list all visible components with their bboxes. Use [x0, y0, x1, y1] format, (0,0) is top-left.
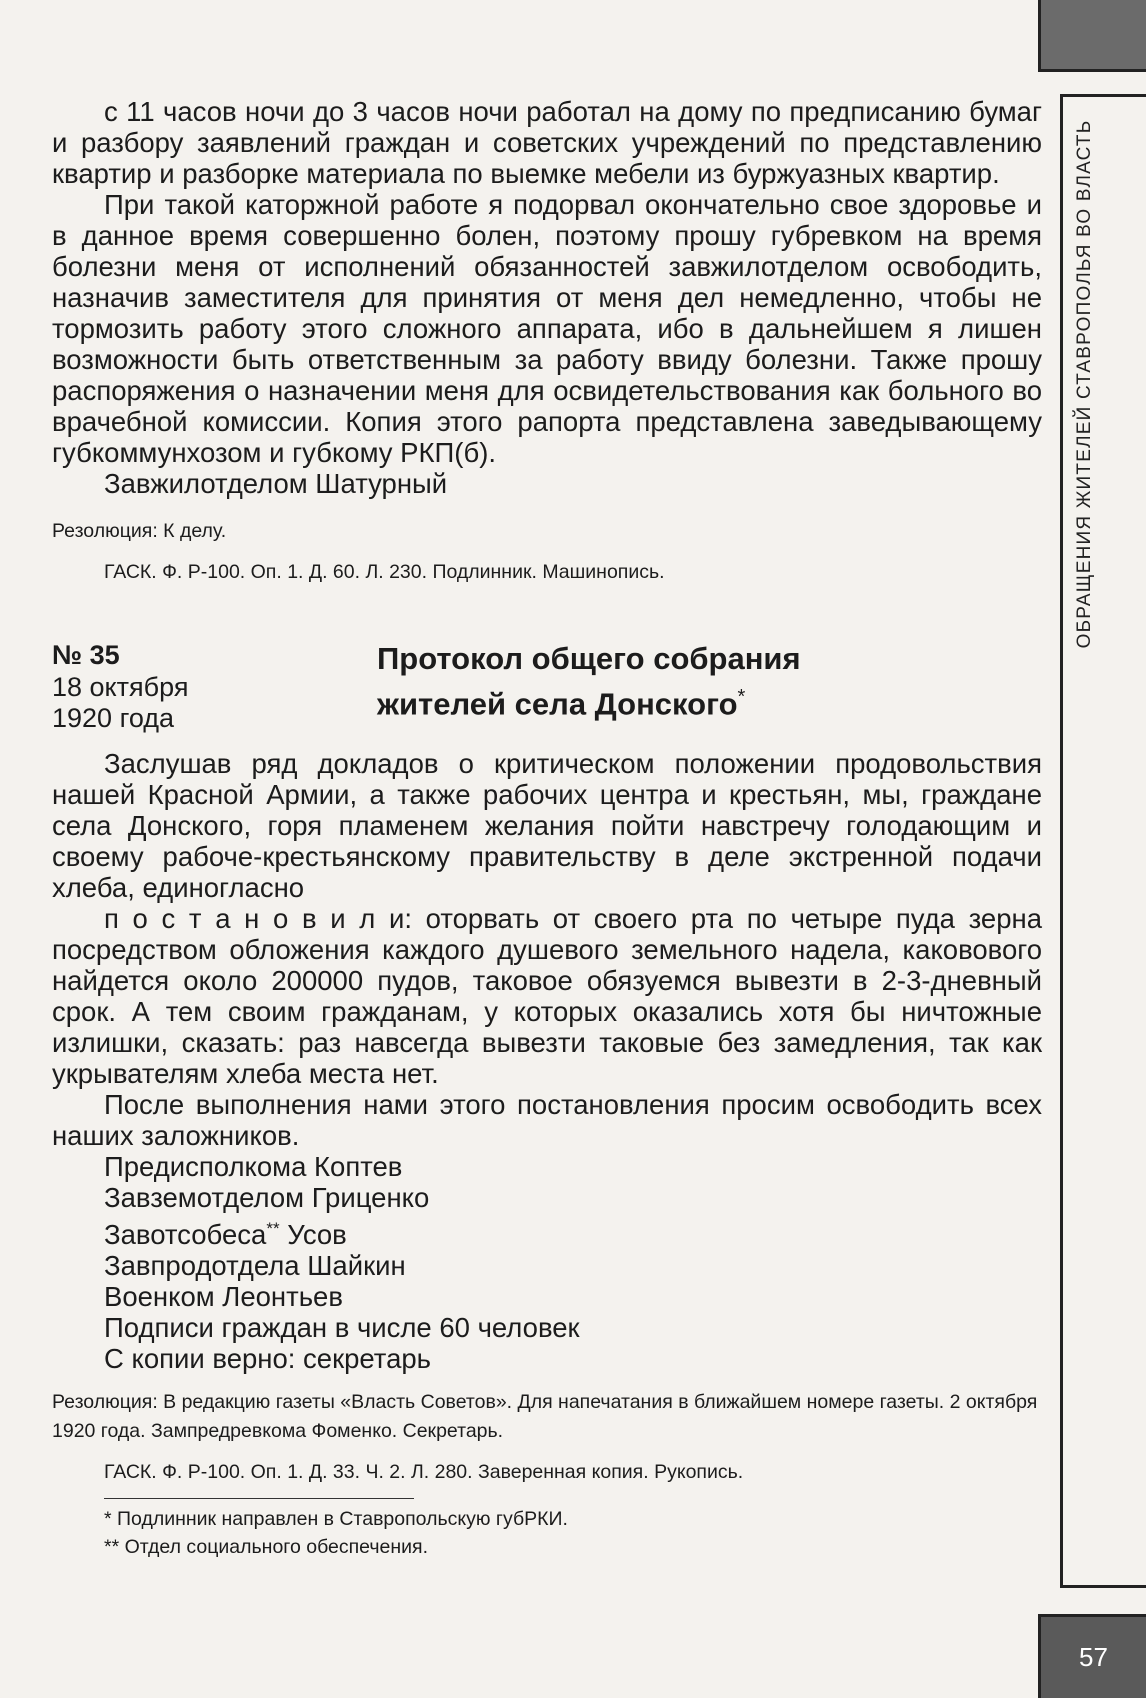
doc35-resolution: Резолюция: В редакцию газеты «Власть Советов». Для напечатания в ближайшем номере газеты. 2 октября 1920 года. Зампредревкома Фоменко. Секретарь. [52, 1391, 1038, 1443]
doc-title-text: жителей села Донского [377, 686, 738, 722]
doc-title-line: Протокол общего собрания [377, 641, 801, 676]
signature-line: Подписи граждан в числе 60 человек [104, 1312, 580, 1344]
doc-title-line [377, 678, 801, 723]
signature-name: Усов [279, 1219, 347, 1251]
doc-date-line: 1920 года [52, 703, 175, 733]
decided-word: п о с т а н о в и л и [104, 903, 405, 934]
signature-line: Предисполкома Коптев [104, 1151, 403, 1182]
signature-line: Завземотделом Гриценко [104, 1182, 430, 1213]
doc35-paragraph [52, 903, 1042, 1089]
footnote: ** Отдел социального обеспечения. [104, 1536, 429, 1559]
signature-line: С копии верно: секретарь [104, 1343, 431, 1375]
doc34-paragraph: с 11 часов ночи до 3 часов ночи работал на дому по предписанию бумаг и разбору заявлений граждан и советских учреждений по представлению квартир и разборке материала по выемке мебели из буржуазных квартир. [52, 96, 1042, 189]
doc35-header [52, 640, 1042, 748]
running-header-text: ОБРАЩЕНИЯ ЖИТЕЛЕЙ СТАВРОПОЛЬЯ ВО ВЛАСТЬ [1074, 119, 1095, 649]
doc-number: № 35 [52, 640, 120, 670]
doc35-body [52, 748, 1042, 1151]
signature-line: Военком Леонтьев [104, 1281, 343, 1313]
footnote-mark: ** [266, 1219, 280, 1238]
corner-tab-top [1038, 0, 1146, 72]
footnote-mark: * [737, 686, 746, 708]
doc-date [52, 672, 188, 734]
doc35-archive-ref: ГАСК. Ф. Р-100. Оп. 1. Д. 33. Ч. 2. Л. 280. Заверенная копия. Рукопись. [104, 1461, 744, 1484]
signature-list [52, 1151, 1042, 1374]
signature-role: Завотсобеса [104, 1219, 267, 1251]
doc34-body [52, 96, 1042, 499]
page-content [52, 96, 1042, 1561]
running-header [1068, 94, 1102, 674]
signature-line: Завпродотдела Шайкин [104, 1250, 406, 1282]
footnote: * Подлинник направлен в Ставропольскую губРКИ. [104, 1508, 568, 1531]
doc-date-line: 18 октября [52, 672, 189, 702]
doc-title [377, 640, 801, 723]
decided-text: : оторвать от своего рта по четыре пуда зерна посредством обложения каждого душевого земельного надела, каковового найдется около 200000 пудов, таковое обязуемся вывезти в 2-3-дневный срок. А тем своим гражданам, у которых оказались хотя бы ничтожные излишки, сказать: раз навсегда вывезти таковые без замедления, так как укрывателям хлеба места нет. [52, 903, 1043, 1089]
page-number: 57 [1038, 1614, 1146, 1698]
doc35-paragraph: После выполнения нами этого постановления просим освободить всех наших заложников. [52, 1089, 1042, 1151]
signature-line [104, 1213, 1042, 1250]
doc34-paragraph: При такой каторжной работе я подорвал окончательно свое здоровье и в данное время совершенно болен, поэтому прошу губревком на время болезни меня от исполнений обязанностей завжилотделом освободить, назначив заместителя для принятия от меня дел немедленно, чтобы не тормозить работу этого сложного аппарата, ибо в дальнейшем я лишен возможности быть ответственным за работу ввиду болезни. Также прошу распоряжения о назначении меня для освидетельствования как больного во врачебной комиссии. Копия этого рапорта представлена заведывающему губкоммунхозом и губкому РКП(б). [52, 189, 1042, 468]
doc35-paragraph: Заслушав ряд докладов о критическом положении продовольствия нашей Красной Армии, а также рабочих центра и крестьян, мы, граждане села Донского, горя пламенем желания пойти навстречу голодающим и своему рабоче-крестьянскому правительству в деле экстренной подачи хлеба, единогласно [52, 748, 1042, 903]
doc34-archive-ref: ГАСК. Ф. Р-100. Оп. 1. Д. 60. Л. 230. Подлинник. Машинопись. [104, 561, 665, 583]
doc34-resolution: Резолюция: К делу. [52, 520, 227, 542]
doc34-signature: Завжилотделом Шатурный [104, 468, 448, 499]
footnote-divider [104, 1498, 414, 1499]
